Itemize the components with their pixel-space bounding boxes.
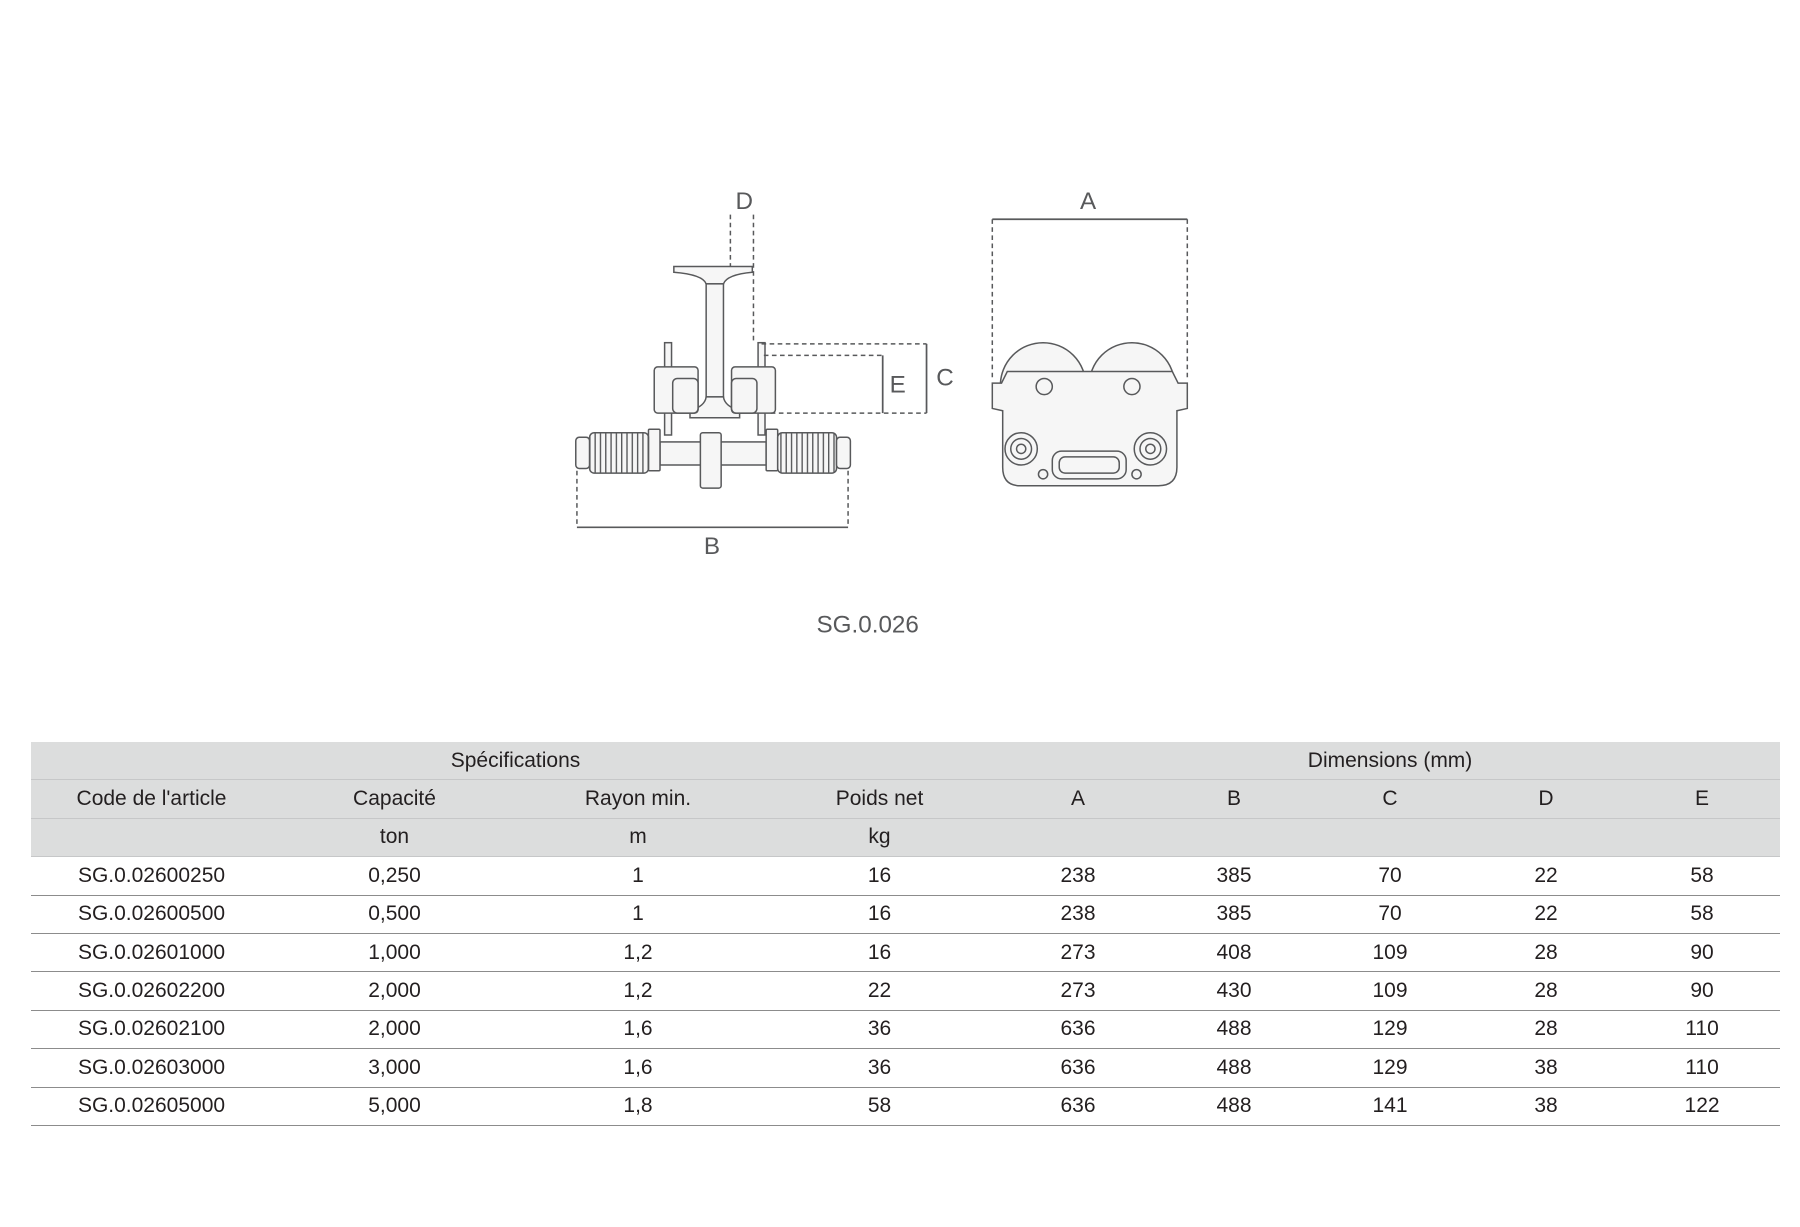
unit-header-row: [31, 818, 1780, 856]
cell-net-weight: 16: [759, 895, 1000, 933]
unit-b: [1156, 818, 1312, 856]
cell-capacity: 0,250: [272, 857, 517, 895]
col-header-d: D: [1468, 780, 1624, 818]
cell-code: SG.0.02605000: [31, 1087, 272, 1125]
dimension-label-d: D: [735, 187, 753, 215]
dimension-e: [764, 355, 927, 413]
dimension-label-b: B: [703, 532, 721, 560]
table-row: [31, 895, 1780, 933]
cell-min-radius: 1,6: [517, 1049, 759, 1087]
unit-a: [1000, 818, 1156, 856]
unit-net-weight: kg: [759, 818, 1000, 856]
cell-capacity: 0,500: [272, 895, 517, 933]
right-threaded-coil: [778, 433, 851, 473]
dimension-label-e: E: [889, 371, 906, 399]
cell-net-weight: 36: [759, 1049, 1000, 1087]
table-header: [31, 742, 1780, 857]
cell-capacity: 2,000: [272, 972, 517, 1010]
col-header-code: Code de l'article: [31, 780, 272, 818]
cell-c: 109: [1312, 933, 1468, 971]
cell-c: 141: [1312, 1087, 1468, 1125]
lower-roller-right: [1134, 433, 1166, 465]
cell-net-weight: 58: [759, 1087, 1000, 1125]
unit-d: [1468, 818, 1624, 856]
cell-e: 58: [1624, 895, 1780, 933]
cell-a: 238: [1000, 895, 1156, 933]
group-header-row: [31, 742, 1780, 780]
group-header-dimensions: Dimensions (mm): [1000, 742, 1780, 780]
cell-capacity: 3,000: [272, 1049, 517, 1087]
cell-d: 22: [1468, 895, 1624, 933]
table-row: [31, 933, 1780, 971]
col-header-a: A: [1000, 780, 1156, 818]
col-header-net-weight: Poids net: [759, 780, 1000, 818]
cell-min-radius: 1,2: [517, 972, 759, 1010]
dimension-label-c: C: [936, 364, 954, 392]
unit-e: [1624, 818, 1780, 856]
cell-code: SG.0.02600250: [31, 857, 272, 895]
cell-e: 110: [1624, 1010, 1780, 1048]
cell-net-weight: 36: [759, 1010, 1000, 1048]
cell-e: 90: [1624, 933, 1780, 971]
cell-c: 109: [1312, 972, 1468, 1010]
cell-min-radius: 1: [517, 857, 759, 895]
cell-net-weight: 16: [759, 933, 1000, 971]
table-row: [31, 1087, 1780, 1125]
cell-b: 430: [1156, 972, 1312, 1010]
table-row: [31, 1049, 1780, 1087]
trolley-side-view-drawing: [576, 188, 954, 560]
col-header-c: C: [1312, 780, 1468, 818]
cell-net-weight: 22: [759, 972, 1000, 1010]
table-row: [31, 1010, 1780, 1048]
cell-b: 408: [1156, 933, 1312, 971]
cell-e: 110: [1624, 1049, 1780, 1087]
cell-capacity: 2,000: [272, 1010, 517, 1048]
cell-b: 488: [1156, 1010, 1312, 1048]
cell-b: 488: [1156, 1087, 1312, 1125]
cell-a: 636: [1000, 1087, 1156, 1125]
cell-e: 122: [1624, 1087, 1780, 1125]
cell-min-radius: 1,2: [517, 933, 759, 971]
col-header-e: E: [1624, 780, 1780, 818]
dimension-label-a: A: [1079, 187, 1097, 215]
cell-capacity: 5,000: [272, 1087, 517, 1125]
axle-crossbar: [648, 429, 777, 488]
spec-table-body: [31, 857, 1780, 1126]
cell-a: 238: [1000, 857, 1156, 895]
col-header-min-radius: Rayon min.: [517, 780, 759, 818]
table-row: [31, 857, 1780, 895]
cell-c: 70: [1312, 895, 1468, 933]
unit-min-radius: m: [517, 818, 759, 856]
cell-d: 22: [1468, 857, 1624, 895]
dimension-c: [762, 344, 954, 413]
unit-c: [1312, 818, 1468, 856]
lower-roller-left: [1005, 433, 1037, 465]
cell-d: 28: [1468, 933, 1624, 971]
cell-e: 90: [1624, 972, 1780, 1010]
column-header-row: [31, 780, 1780, 818]
cell-b: 488: [1156, 1049, 1312, 1087]
unit-code: [31, 818, 272, 856]
cell-c: 129: [1312, 1010, 1468, 1048]
table-row: [31, 972, 1780, 1010]
cell-min-radius: 1,8: [517, 1087, 759, 1125]
cell-code: SG.0.02603000: [31, 1049, 272, 1087]
cell-min-radius: 1,6: [517, 1010, 759, 1048]
cell-net-weight: 16: [759, 857, 1000, 895]
cell-code: SG.0.02601000: [31, 933, 272, 971]
group-header-specifications: Spécifications: [31, 742, 1000, 780]
cell-capacity: 1,000: [272, 933, 517, 971]
cell-code: SG.0.02602200: [31, 972, 272, 1010]
right-wheel-assembly: [732, 343, 776, 435]
cell-d: 28: [1468, 972, 1624, 1010]
cell-e: 58: [1624, 857, 1780, 895]
trolley-front-view-drawing: [992, 188, 1187, 486]
cell-a: 273: [1000, 933, 1156, 971]
drawing-caption: SG.0.026: [816, 611, 919, 639]
cell-d: 28: [1468, 1010, 1624, 1048]
cell-c: 129: [1312, 1049, 1468, 1087]
col-header-capacity: Capacité: [272, 780, 517, 818]
unit-capacity: ton: [272, 818, 517, 856]
cell-a: 273: [1000, 972, 1156, 1010]
cell-a: 636: [1000, 1010, 1156, 1048]
cell-min-radius: 1: [517, 895, 759, 933]
cell-code: SG.0.02600500: [31, 895, 272, 933]
specification-table: [31, 742, 1780, 1126]
cell-b: 385: [1156, 857, 1312, 895]
col-header-b: B: [1156, 780, 1312, 818]
cell-d: 38: [1468, 1087, 1624, 1125]
left-wheel-assembly: [654, 343, 698, 435]
cell-c: 70: [1312, 857, 1468, 895]
cell-a: 636: [1000, 1049, 1156, 1087]
cell-code: SG.0.02602100: [31, 1010, 272, 1048]
cell-d: 38: [1468, 1049, 1624, 1087]
cell-b: 385: [1156, 895, 1312, 933]
left-threaded-coil: [576, 433, 649, 473]
